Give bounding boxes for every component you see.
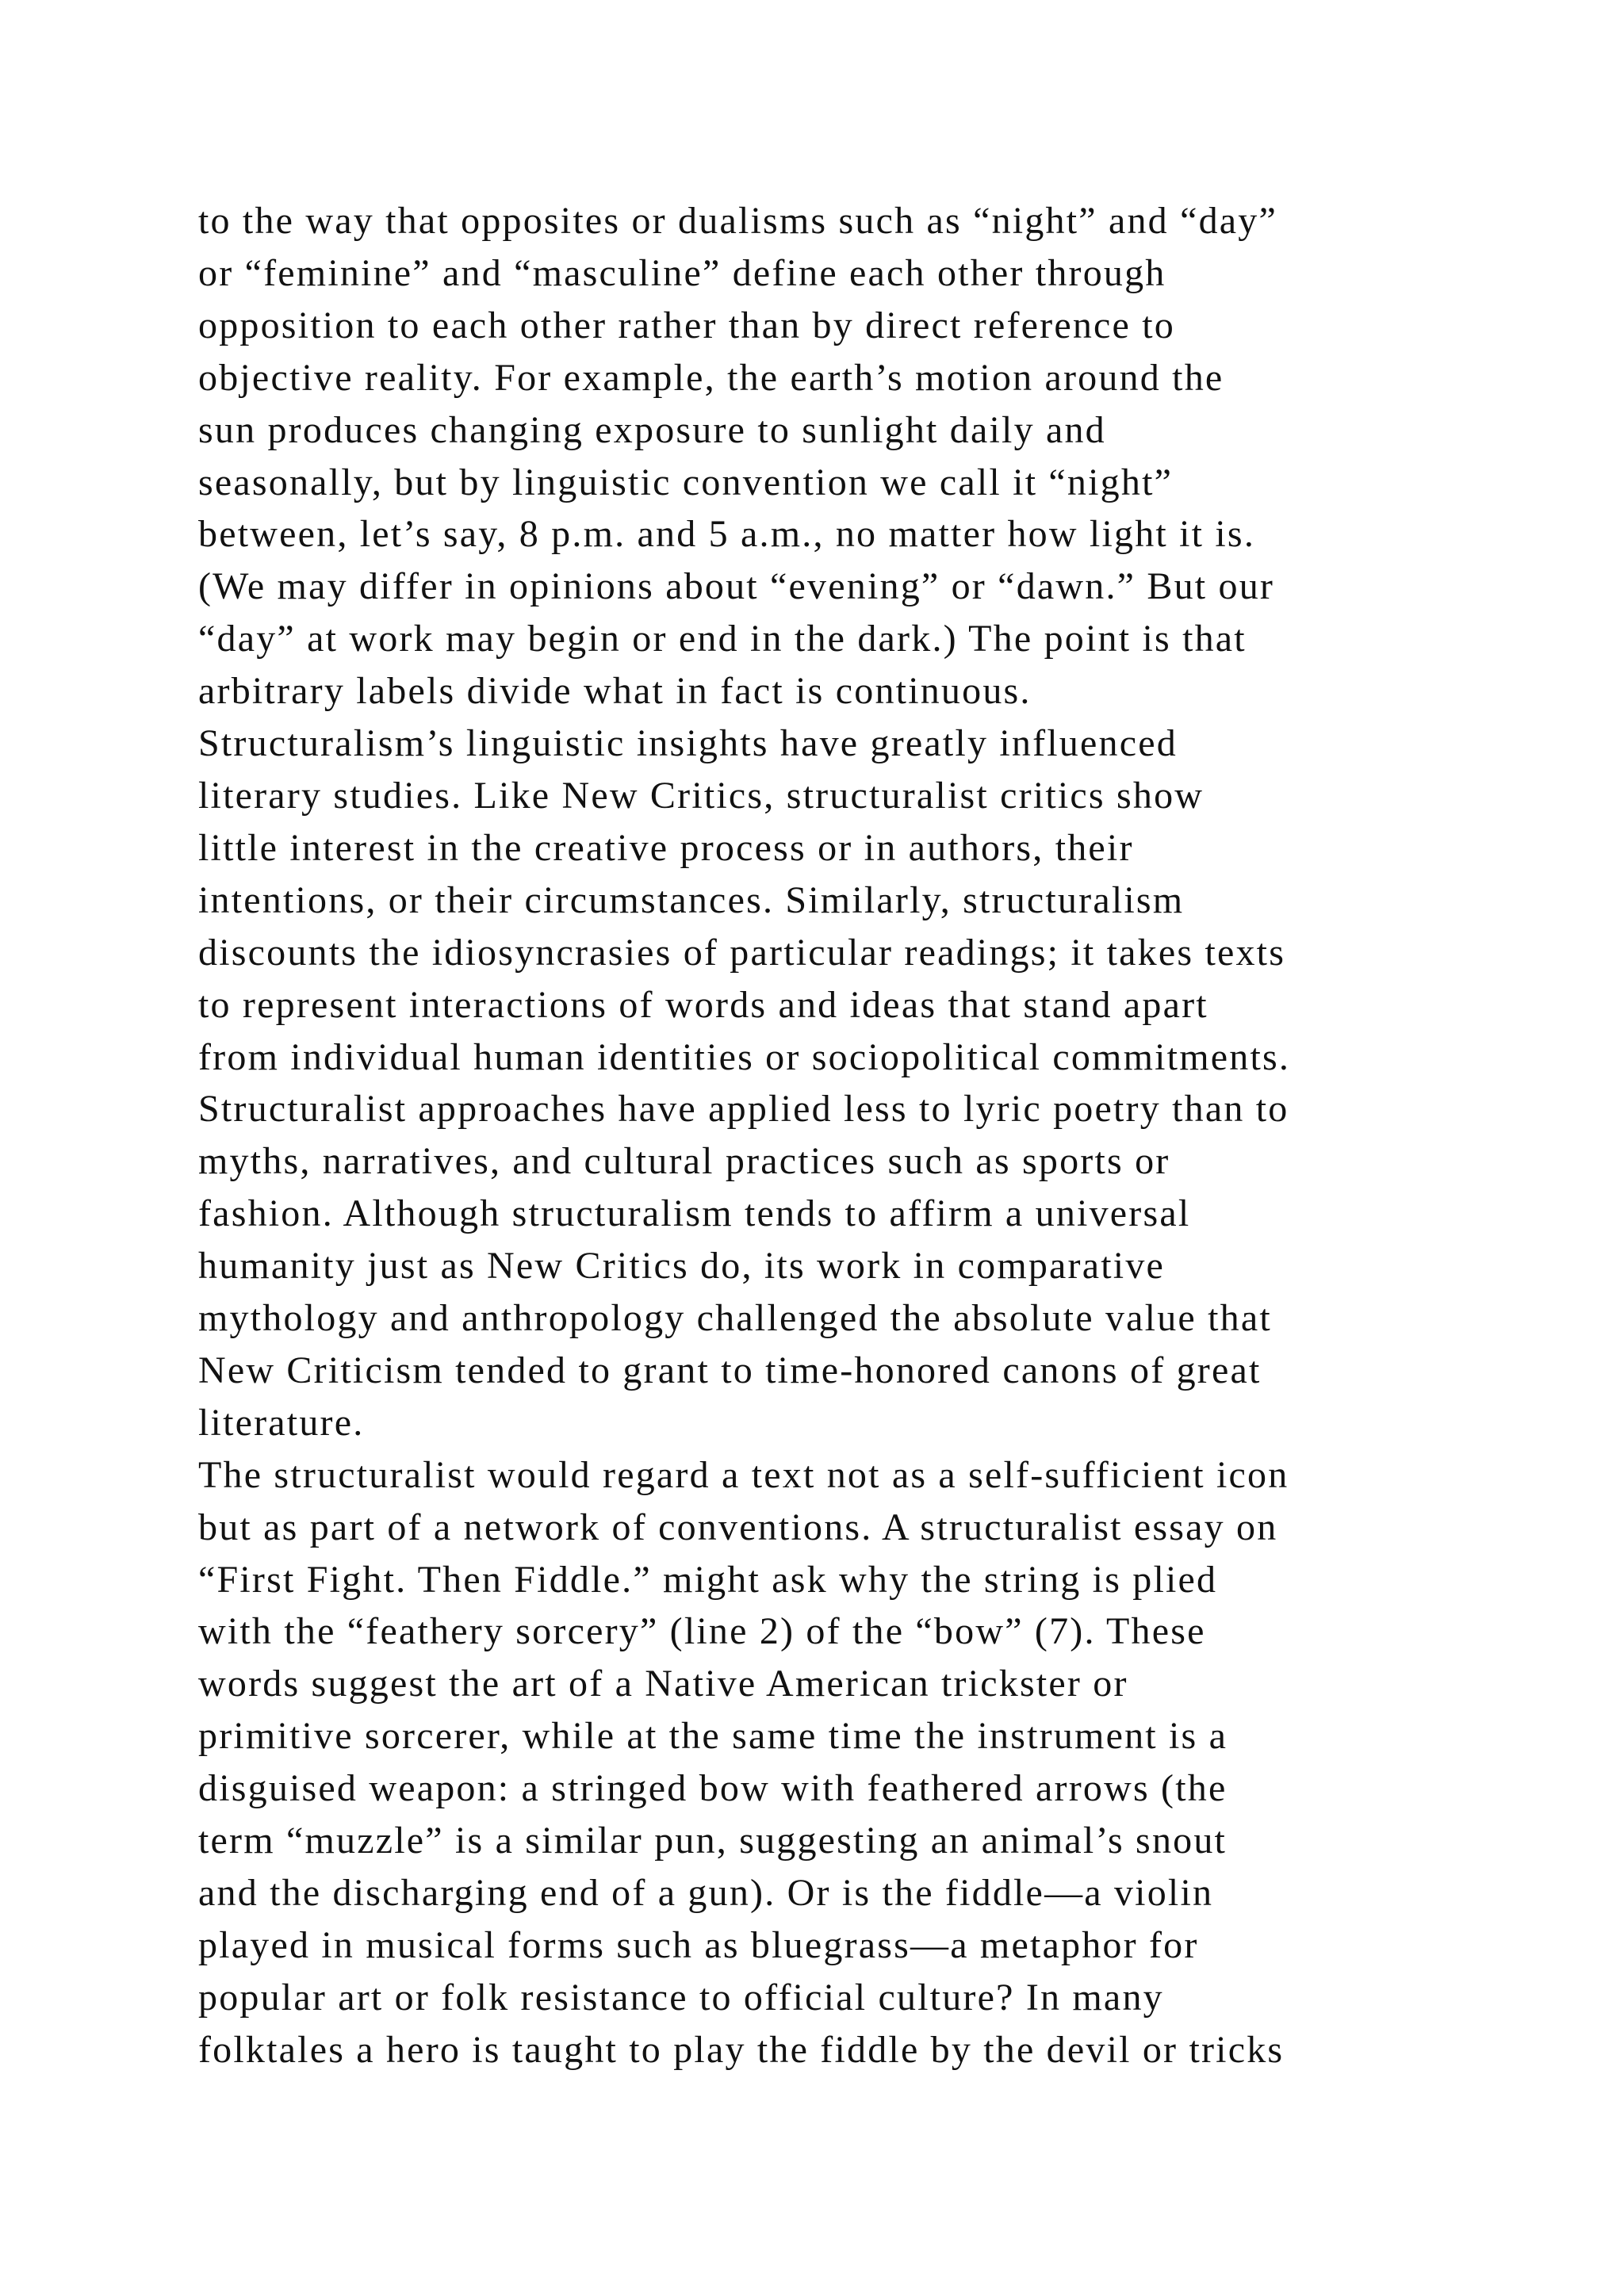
text-line: to represent interactions of words and ideas that stand apart xyxy=(198,983,1208,1026)
text-line: disguised weapon: a stringed bow with feathered arrows (the xyxy=(198,1767,1228,1810)
text-line: literary studies. Like New Critics, structuralist critics show xyxy=(198,774,1205,817)
text-line: or “feminine” and “masculine” define each other through xyxy=(198,251,1166,294)
text-line: but as part of a network of conventions. A structuralist essay on xyxy=(198,1506,1278,1548)
text-line: “First Fight. Then Fiddle.” might ask why the string is plied xyxy=(198,1558,1218,1601)
text-line: New Criticism tended to grant to time-honored canons of great xyxy=(198,1349,1262,1391)
text-line: words suggest the art of a Native American trickster or xyxy=(198,1663,1128,1705)
text-line: objective reality. For example, the earth’s motion around the xyxy=(198,356,1224,399)
text-line: opposition to each other rather than by direct reference to xyxy=(198,304,1175,346)
text-line: primitive sorcerer, while at the same time the instrument is a xyxy=(198,1715,1228,1758)
text-line: mythology and anthropology challenged the absolute value that xyxy=(198,1297,1272,1340)
text-line: literature. xyxy=(198,1401,365,1444)
text-line: The structuralist would regard a text not as a self-sufficient icon xyxy=(198,1453,1289,1496)
text-line: arbitrary labels divide what in fact is continuous. xyxy=(198,670,1032,713)
text-line: folktales a hero is taught to play the fiddle by the devil or tricks xyxy=(198,2028,1285,2071)
text-line: discounts the idiosyncrasies of particular readings; it takes texts xyxy=(198,931,1286,974)
text-line: to the way that opposites or dualisms such as “night” and “day” xyxy=(198,200,1277,242)
text-line: little interest in the creative process or in authors, their xyxy=(198,826,1134,869)
text-line: fashion. Although structuralism tends to affirm a universal xyxy=(198,1192,1191,1235)
body-text xyxy=(198,195,1546,2076)
text-line: popular art or folk resistance to official culture? In many xyxy=(198,1976,1164,2019)
text-line: myths, narratives, and cultural practices such as sports or xyxy=(198,1140,1170,1183)
text-line: seasonally, but by linguistic convention we call it “night” xyxy=(198,461,1174,503)
text-line: with the “feathery sorcery” (line 2) of the “bow” (7). These xyxy=(198,1610,1206,1653)
text-line: from individual human identities or sociopolitical commitments. xyxy=(198,1035,1291,1078)
text-line: “day” at work may begin or end in the dark.) The point is that xyxy=(198,618,1247,660)
text-line: sun produces changing exposure to sunlight daily and xyxy=(198,408,1106,451)
text-line: humanity just as New Critics do, its work in comparative xyxy=(198,1245,1166,1288)
text-line: Structuralism’s linguistic insights have greatly influenced xyxy=(198,722,1178,765)
text-line: played in musical forms such as bluegrass—a metaphor for xyxy=(198,1923,1199,1966)
text-line: and the discharging end of a gun). Or is the fiddle—a violin xyxy=(198,1872,1214,1914)
text-line: intentions, or their circumstances. Similarly, structuralism xyxy=(198,878,1185,921)
text-line: term “muzzle” is a similar pun, suggesting an animal’s snout xyxy=(198,1820,1228,1862)
text-line: (We may differ in opinions about “evening” or “dawn.” But our xyxy=(198,565,1275,608)
text-line: between, let’s say, 8 p.m. and 5 a.m., no matter how light it is. xyxy=(198,513,1256,556)
text-line: Structuralist approaches have applied less to lyric poetry than to xyxy=(198,1088,1289,1131)
